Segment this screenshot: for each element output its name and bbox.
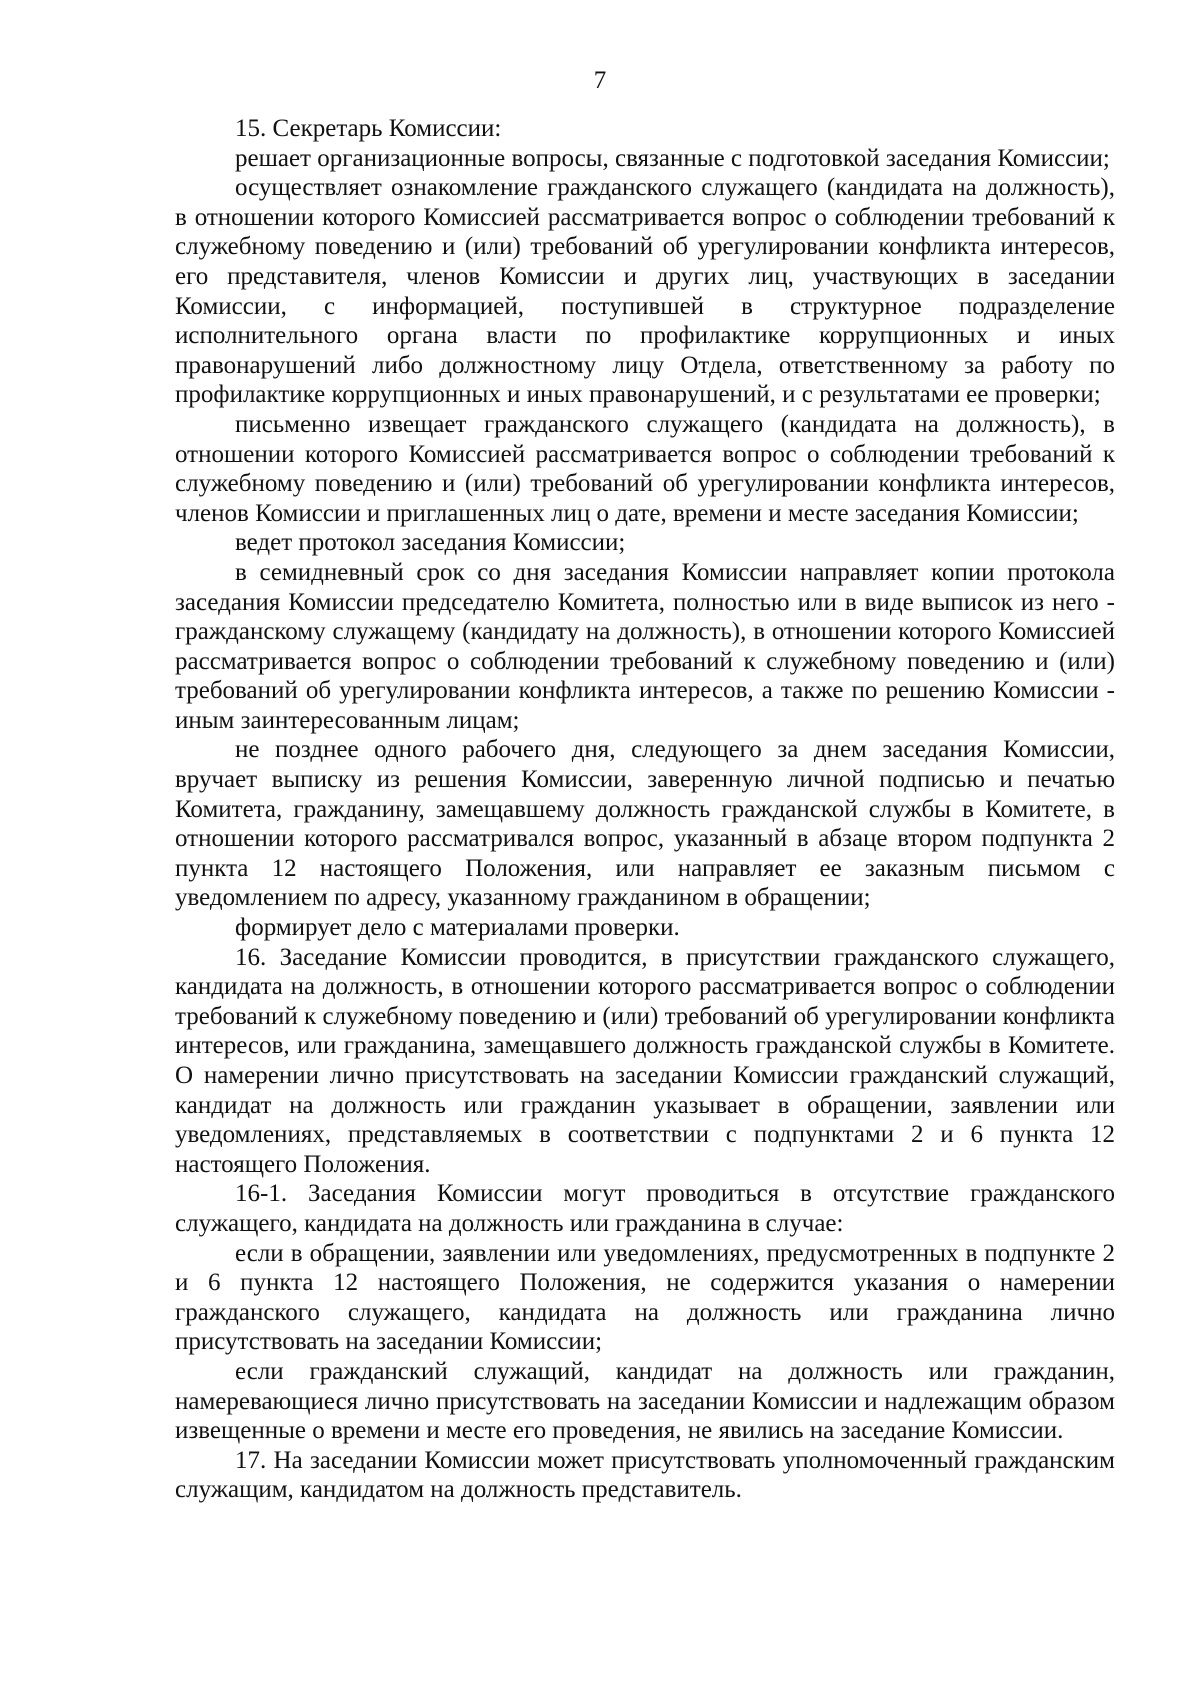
paragraph: если гражданский служащий, кандидат на должность или гражданин, намеревающиеся лично присутствовать на заседании Комиссии и надлежащим образом извещенные о времени и месте его проведения, не явились на заседание Комиссии. — [175, 1357, 1115, 1445]
paragraph: решает организационные вопросы, связанные с подготовкой заседания Комиссии; — [235, 144, 1110, 172]
paragraph: формирует дело с материалами проверки. — [235, 914, 680, 942]
paragraph-16: 16. Заседание Комиссии проводится, в присутствии гражданского служащего, кандидата на должность, в отношении которого рассматривается вопрос о соблюдении требований к служебному поведению и (или) требований об урегулировании конфликта интересов, или гражданина, замещавшего должность гражданской службы в Комитете. О намерении лично присутствовать на заседании Комиссии гражданский служащий, кандидат на должность или гражданин указывает в обращении, заявлении или уведомлениях, представляемых в соответствии с подпунктами 2 и 6 пункта 12 настоящего Положения. — [175, 943, 1115, 1178]
document-body — [175, 114, 1115, 1505]
paragraph: письменно извещает гражданского служащего (кандидата на должность), в отношении которого Комиссией рассматривается вопрос о соблюдении требований к служебному поведению и (или) требований об урегулировании конфликта интересов, членов Комиссии и приглашенных лиц о дате, времени и месте заседания Комиссии; — [175, 410, 1115, 527]
paragraph: в семидневный срок со дня заседания Комиссии направляет копии протокола заседания Комиссии председателю Комитета, полностью или в виде выписок из него - гражданскому служащему (кандидату на должность), в отношении которого Комиссией рассматривается вопрос о соблюдении требований к служебному поведению и (или) требований об урегулировании конфликта интересов, а также по решению Комиссии - иным заинтересованным лицам; — [175, 558, 1115, 734]
paragraph: не позднее одного рабочего дня, следующего за днем заседания Комиссии, вручает выписку из решения Комиссии, заверенную личной подписью и печатью Комитета, гражданину, замещавшему должность гражданской службы в Комитете, в отношении которого рассматривался вопрос, указанный в абзаце втором подпункта 2 пункта 12 настоящего Положения, или направляет ее заказным письмом с уведомлением по адресу, указанному гражданином в обращении; — [175, 736, 1115, 912]
page-number: 7 — [593, 67, 607, 94]
paragraph: осуществляет ознакомление гражданского служащего (кандидата на должность), в отношении которого Комиссией рассматривается вопрос о соблюдении требований к служебному поведению и (или) требований об урегулировании конфликта интересов, его представителя, членов Комиссии и других лиц, участвующих в заседании Комиссии, с информацией, поступившей в структурное подразделение исполнительного органа власти по профилактике коррупционных и иных правонарушений либо должностному лицу Отдела, ответственному за работу по профилактике коррупционных и иных правонарушений, и с результатами ее проверки; — [175, 174, 1115, 409]
paragraph: ведет протокол заседания Комиссии; — [235, 529, 626, 557]
paragraph: если в обращении, заявлении или уведомлениях, предусмотренных в подпункте 2 и 6 пункта 12 настоящего Положения, не содержится указания о намерении гражданского служащего, кандидата на должность или гражданина лично присутствовать на заседании Комиссии; — [175, 1239, 1115, 1356]
paragraph-17: 17. На заседании Комиссии может присутствовать уполномоченный гражданским служащим, кандидатом на должность представитель. — [175, 1446, 1115, 1504]
paragraph-15-heading: 15. Секретарь Комиссии: — [235, 115, 502, 142]
paragraph-16-1: 16-1. Заседания Комиссии могут проводиться в отсутствие гражданского служащего, кандидата на должность или гражданина в случае: — [175, 1180, 1115, 1237]
